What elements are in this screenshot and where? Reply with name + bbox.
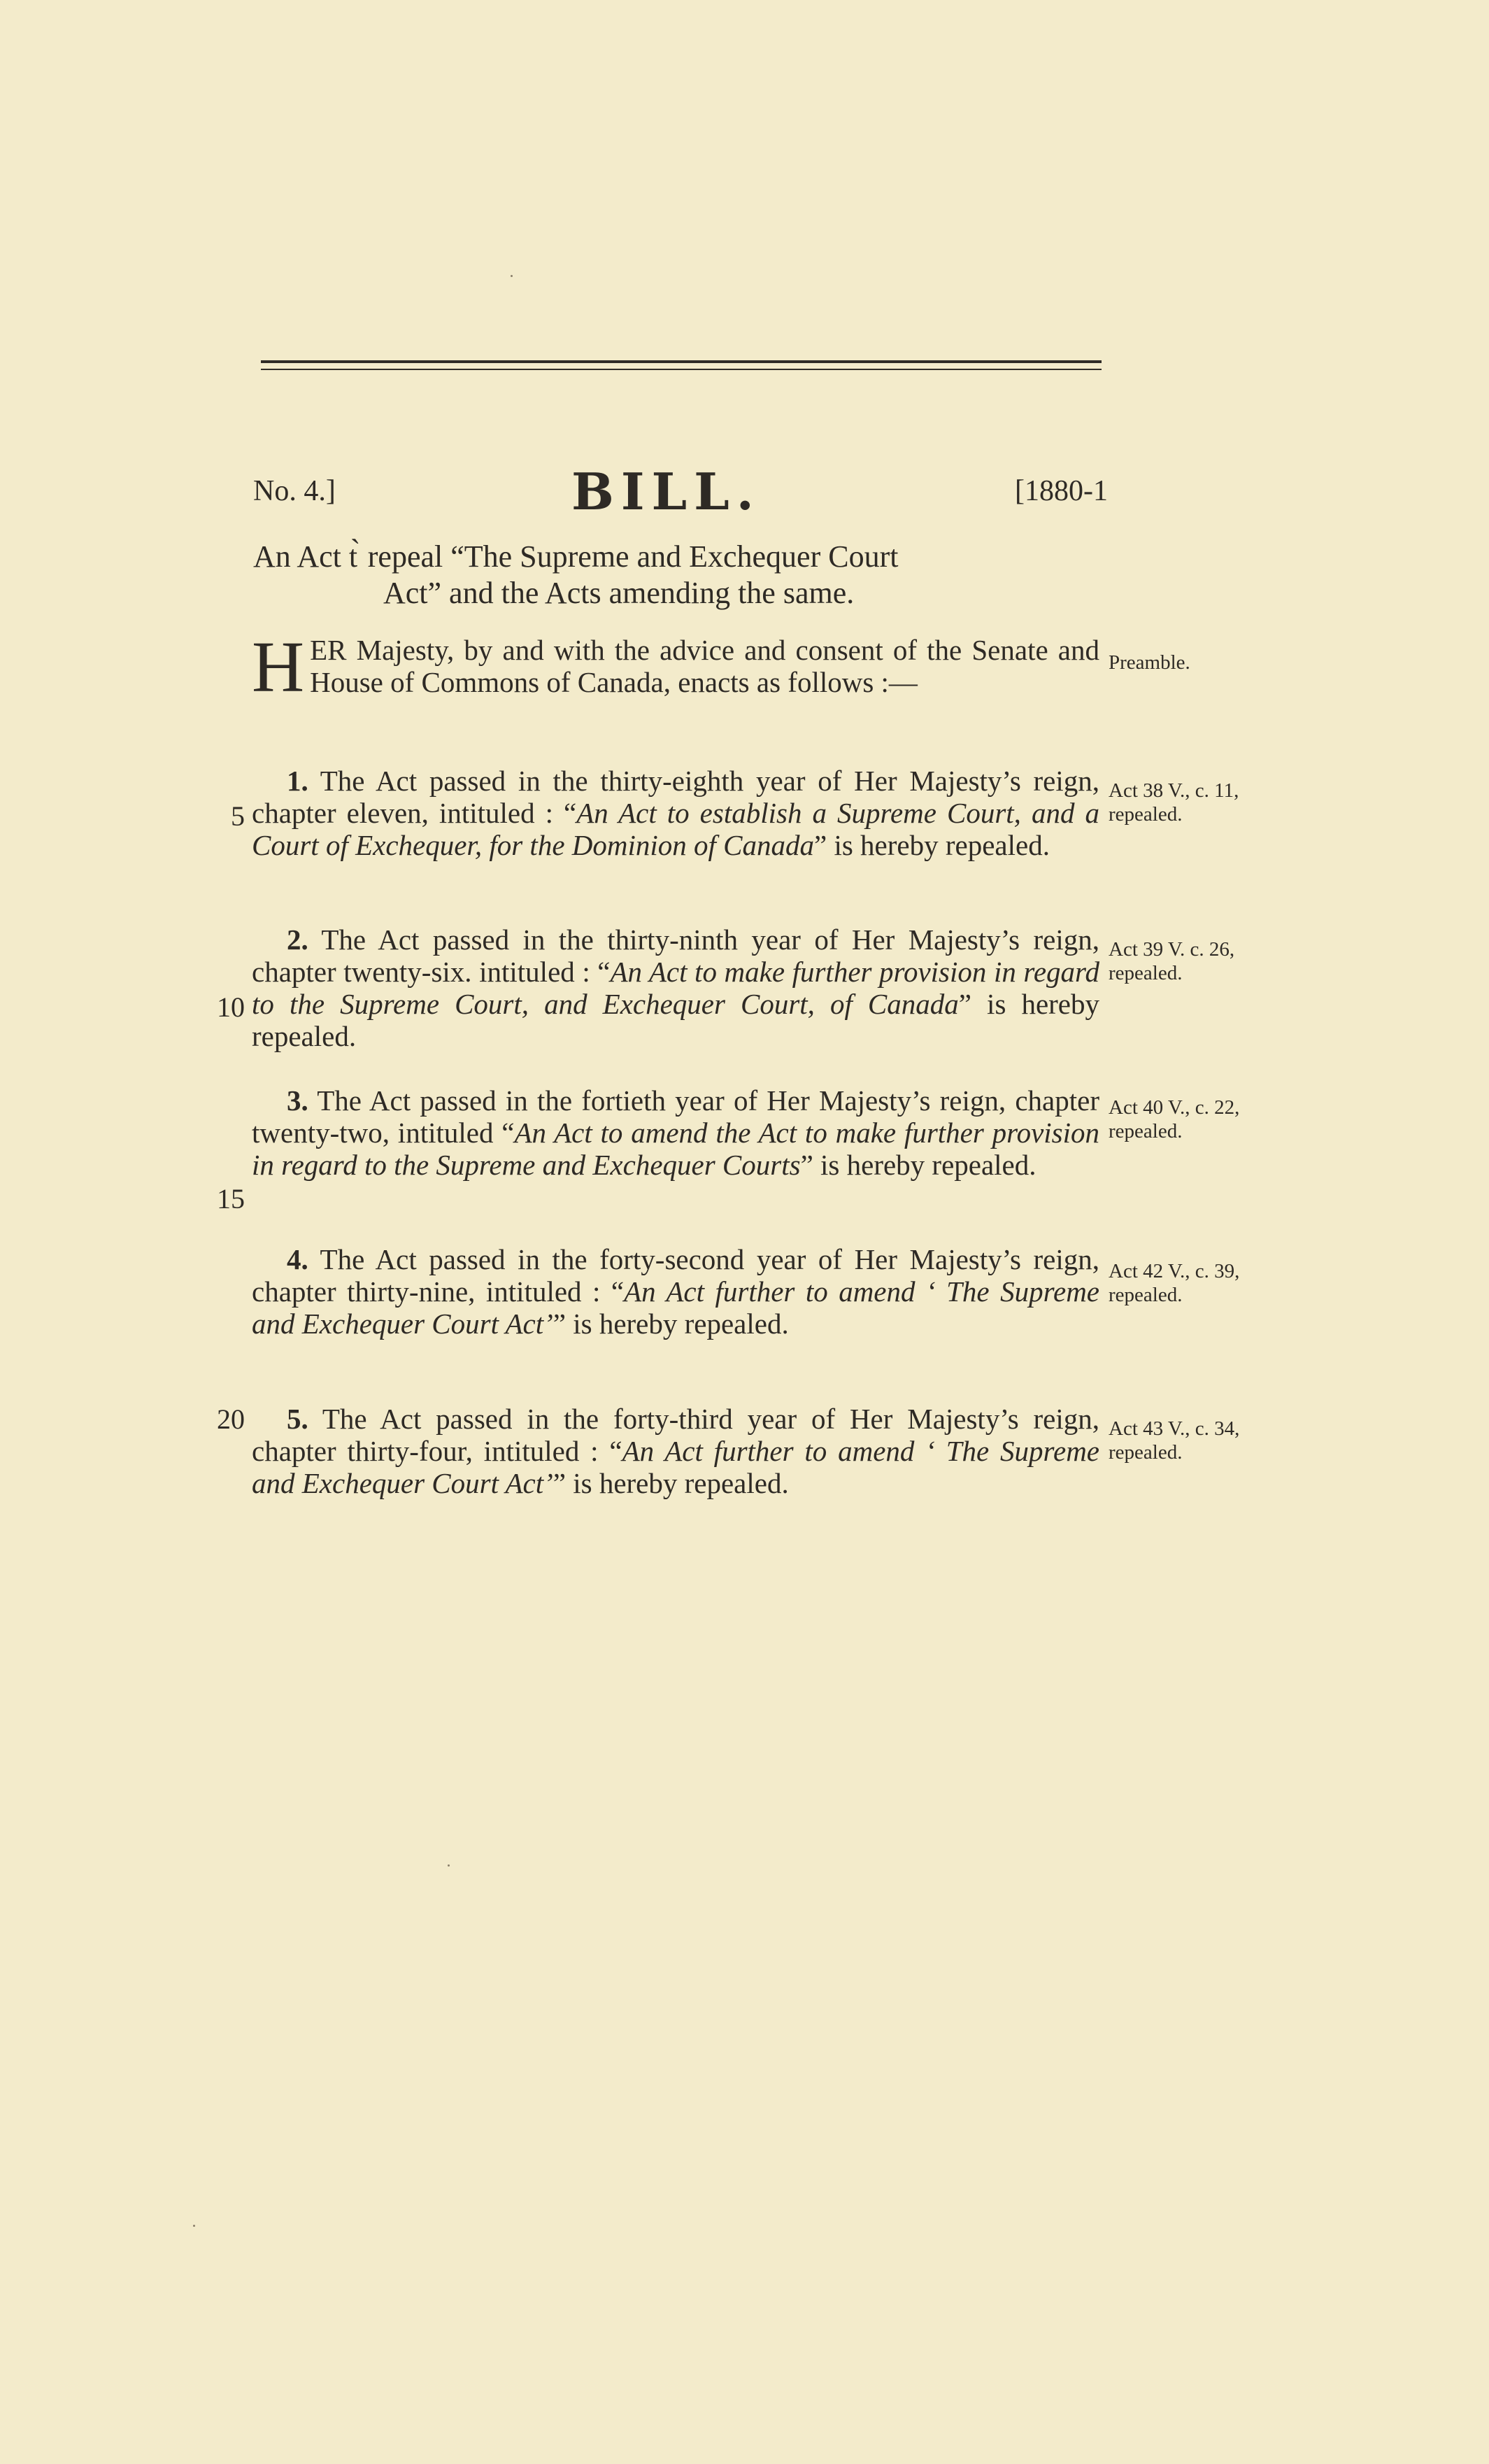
section-number: 3. <box>287 1084 308 1117</box>
section-act-title: An Act to amend the Act to make further provision in regard to the Supreme and Exchequer Courts <box>252 1117 1100 1181</box>
preamble <box>252 627 1099 707</box>
bill-title: BILL. <box>571 462 761 521</box>
paper-speck <box>193 2225 195 2227</box>
section-act-title: An Act further to amend ‘ The Supreme and Exchequer Court Act’ <box>252 1275 1100 1340</box>
section-1-margin-note: Act 38 V., c. 11, repealed. <box>1109 779 1239 826</box>
section-5-margin-note: Act 43 V., c. 34, repealed. <box>1109 1417 1240 1464</box>
section-1 <box>252 765 1099 861</box>
preamble-dropcap: H <box>252 627 305 707</box>
section-number: 1. <box>287 765 308 797</box>
section-text-end: ” is hereby repealed. <box>800 1149 1036 1181</box>
section-act-title: An Act to make further provision in regard to the Supreme Court, and Exchequer Court, of Canada <box>252 956 1099 1020</box>
act-title <box>253 539 1106 611</box>
line-number-5: 5 <box>231 800 245 832</box>
section-text-end: ” is hereby repealed. <box>814 829 1050 861</box>
line-number-20: 20 <box>217 1403 245 1435</box>
paper-speck <box>511 275 513 277</box>
section-text-end: ” is hereby repealed. <box>252 988 1100 1052</box>
bill-session: [1880-1 <box>1015 475 1108 507</box>
paper-speck <box>448 1864 450 1867</box>
section-number: 2. <box>287 923 308 956</box>
section-3-margin-note: Act 40 V., c. 22, repealed. <box>1109 1096 1240 1142</box>
act-title-line-1: An Act t ̀ repeal “The Supreme and Exchequer Court <box>253 539 899 574</box>
section-text: The Act passed in the thirty-ninth year of Her Majesty’s reign, chapter twenty-six. intituled : “ <box>252 923 1099 988</box>
section-act-title: An Act to establish a Supreme Court, and a Court of Exchequer, for the Dominion of Canada <box>252 797 1099 861</box>
section-2 <box>252 923 1099 1052</box>
section-4-margin-note: Act 42 V., c. 39, repealed. <box>1109 1260 1240 1306</box>
section-number: 5. <box>287 1403 308 1435</box>
act-title-line-2: Act” and the Acts amending the same. <box>383 576 855 610</box>
bill-header <box>253 462 1108 521</box>
section-text-end: ” is hereby repealed. <box>553 1308 789 1340</box>
preamble-text: ER Majesty, by and with the advice and consent of the Senate and House of Commons of Canada, enacts as follows :— <box>310 634 1099 698</box>
header-rule-thin <box>261 369 1102 370</box>
section-3 <box>252 1084 1099 1181</box>
section-text: The Act passed in the thirty-eighth year of Her Majesty’s reign, chapter eleven, intituled : “ <box>252 765 1099 829</box>
bill-number: No. 4.] <box>253 475 336 507</box>
line-number-10: 10 <box>217 991 245 1023</box>
section-text-end: ” is hereby repealed. <box>553 1467 789 1499</box>
section-4 <box>252 1243 1099 1340</box>
section-text: The Act passed in the forty-second year of Her Majesty’s reign, chapter thirty-nine, intituled : “ <box>252 1243 1099 1308</box>
section-number: 4. <box>287 1243 308 1275</box>
section-act-title: An Act further to amend ‘ The Supreme and Exchequer Court Act’ <box>252 1435 1099 1499</box>
header-rule-thick <box>261 360 1102 363</box>
section-2-margin-note: Act 39 V. c. 26, repealed. <box>1109 938 1235 984</box>
line-number-15: 15 <box>217 1183 245 1215</box>
section-text: The Act passed in the forty-third year of Her Majesty’s reign, chapter thirty-four, intituled : “ <box>252 1403 1099 1467</box>
preamble-margin-note: Preamble. <box>1109 651 1190 674</box>
section-text: The Act passed in the fortieth year of Her Majesty’s reign, chapter twenty-two, intituled “ <box>252 1084 1099 1149</box>
section-5 <box>252 1403 1099 1499</box>
